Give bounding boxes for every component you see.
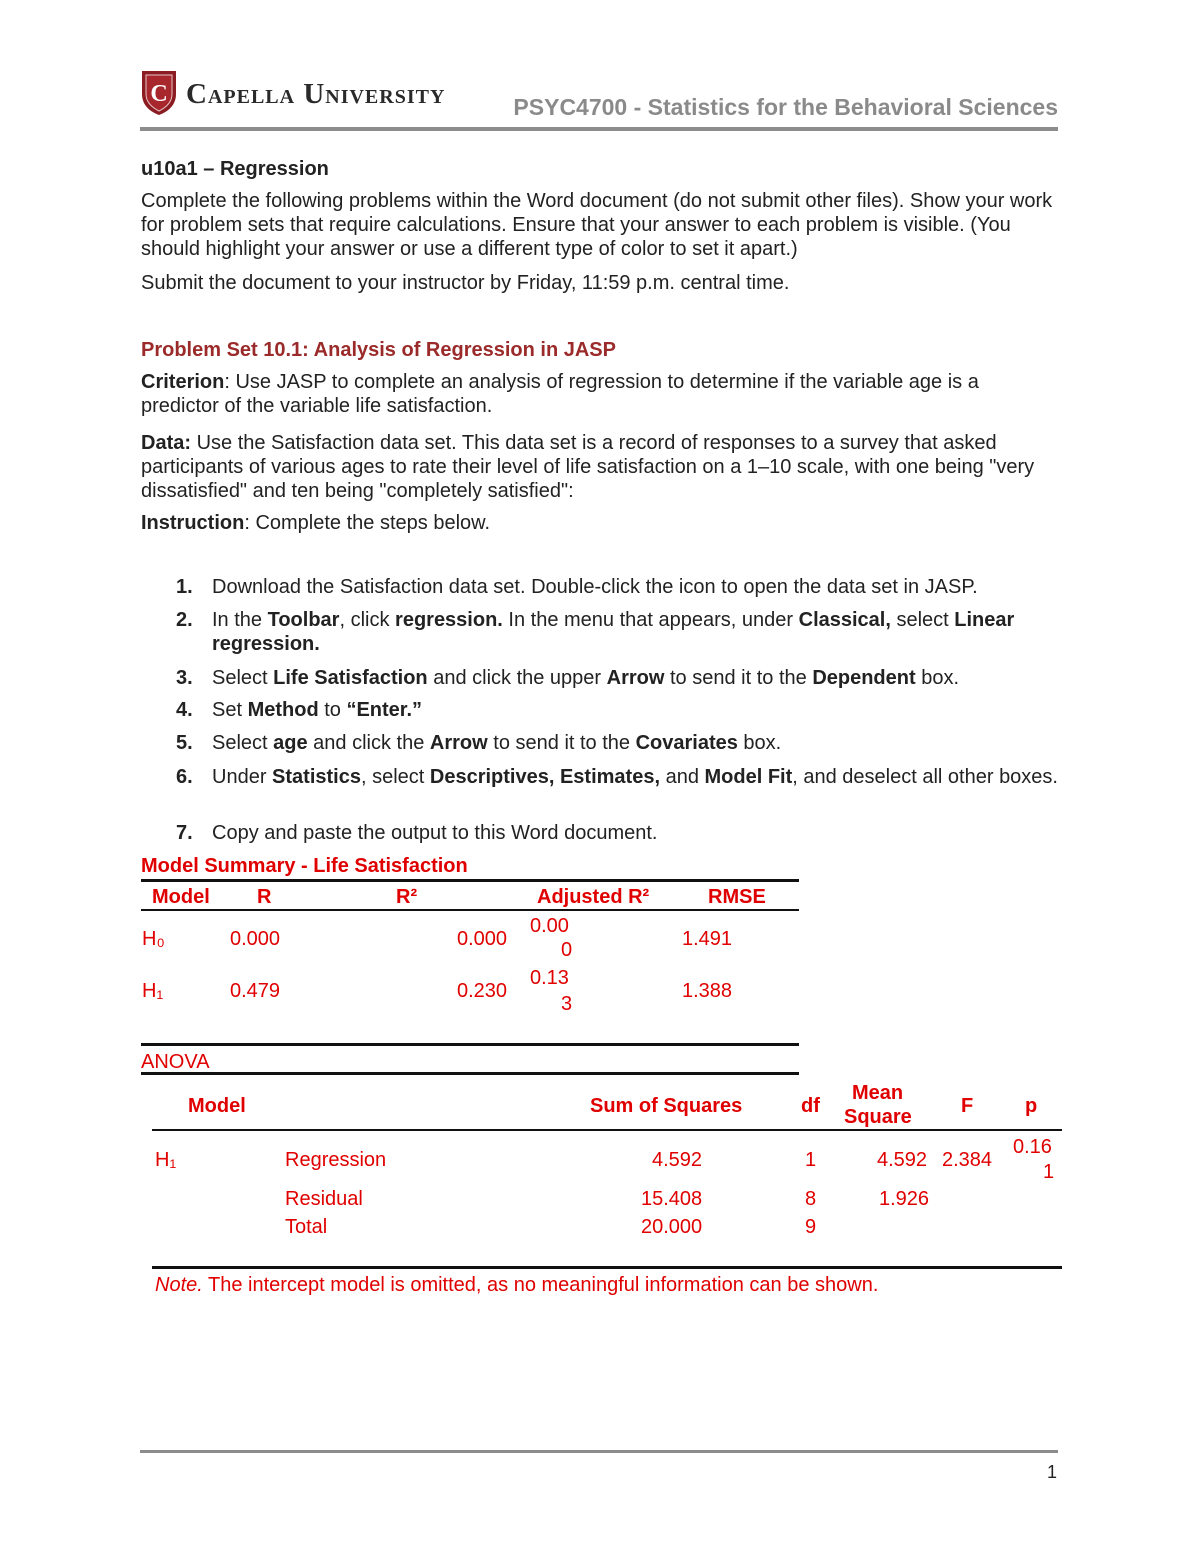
step-text xyxy=(212,608,1062,656)
step-number: 1. xyxy=(176,576,193,598)
anova-header-model: Model xyxy=(188,1095,246,1117)
ms-rmse: 1.388 xyxy=(682,980,733,1002)
ms-adj-r2: 0.00 xyxy=(530,915,569,937)
table-header-rule xyxy=(141,909,799,911)
capella-logo xyxy=(140,68,450,118)
anova-term: Total xyxy=(285,1216,328,1238)
ms-header-r2: R² xyxy=(396,886,418,908)
anova-ss: 15.408 xyxy=(641,1188,703,1210)
footer-rule xyxy=(140,1450,1058,1453)
criterion-text: : Use JASP to complete an analysis of regression to determine if the variable age is a predictor of the variable life satisfaction. xyxy=(141,371,979,417)
step-fragment: Copy and paste the output to this Word document. xyxy=(212,822,658,844)
ms-r: 0.479 xyxy=(230,980,281,1002)
crest-icon xyxy=(140,68,178,116)
problem-set-heading: Problem Set 10.1: Analysis of Regression in JASP xyxy=(141,339,616,361)
anova-ss: 20.000 xyxy=(641,1216,703,1238)
step-number: 5. xyxy=(176,732,193,754)
ms-header-adj-r2: Adjusted R² xyxy=(537,886,650,908)
step-text xyxy=(212,821,1062,845)
header-rule xyxy=(140,127,1058,131)
step-emphasis: Model Fit xyxy=(704,766,793,788)
course-title: PSYC4700 - Statistics for the Behavioral Sciences xyxy=(513,94,1058,120)
ms-adj-r2-wrap: 0 xyxy=(561,939,573,961)
assignment-intro: Complete the following problems within the Word document (do not submit other files). Show your work for problem sets that require calculations. Ensure that your answer to each problem is visible. (You should highlight your answer or use a different type of color to set it apart.) xyxy=(141,190,1053,260)
step-fragment: to send it to the xyxy=(664,667,813,689)
step-emphasis: age xyxy=(273,732,308,754)
step-text xyxy=(212,698,1062,722)
step-fragment: Select xyxy=(212,667,274,689)
criterion-paragraph xyxy=(141,370,1061,418)
step-fragment: In the menu that appears, under xyxy=(502,609,799,631)
step-number: 2. xyxy=(176,609,193,631)
step-fragment: , and deselect all other boxes. xyxy=(792,766,1058,788)
anova-header-ss: Sum of Squares xyxy=(590,1095,743,1117)
anova-title: ANOVA xyxy=(141,1051,210,1073)
step-fragment: In the xyxy=(212,609,268,631)
logo-text: Capella University xyxy=(186,78,446,110)
step-text xyxy=(212,666,1062,690)
step-emphasis: regression. xyxy=(395,609,503,631)
step-fragment: Set xyxy=(212,699,248,721)
data-text: Use the Satisfaction data set. This data set is a record of responses to a survey that asked participants of various ages to rate their level of life satisfaction on a 1–10 scale, with one being "very dissatisfied" and ten being "completely satisfied": xyxy=(141,432,1035,502)
step-fragment: to xyxy=(318,699,347,721)
step-fragment: , select xyxy=(360,766,430,788)
note-text: The intercept model is omitted, as no meaningful information can be shown. xyxy=(202,1274,879,1296)
step-text xyxy=(212,575,1062,599)
step-emphasis: “Enter.” xyxy=(346,699,423,721)
step-fragment: select xyxy=(890,609,955,631)
table-top-rule xyxy=(141,879,799,882)
data-label: Data: xyxy=(141,432,192,454)
step-emphasis: Dependent xyxy=(812,667,916,689)
step-fragment: and xyxy=(660,766,705,788)
ms-adj-r2-wrap: 3 xyxy=(561,993,573,1015)
ms-header-rmse: RMSE xyxy=(708,886,766,908)
page-number: 1 xyxy=(1046,1462,1057,1482)
instruction-text: : Complete the steps below. xyxy=(244,512,491,534)
anova-top-rule xyxy=(141,1072,799,1075)
step-emphasis: Toolbar xyxy=(267,609,340,631)
anova-header-f: F xyxy=(961,1095,974,1117)
anova-header-df: df xyxy=(801,1095,820,1117)
instruction-paragraph xyxy=(141,511,1061,535)
anova-f: 2.384 xyxy=(942,1149,993,1171)
ms-adj-r2: 0.13 xyxy=(530,967,569,989)
step-fragment: box. xyxy=(915,667,960,689)
svg-text:C: C xyxy=(150,81,168,107)
instruction-label: Instruction xyxy=(141,512,245,534)
step-fragment: to send it to the xyxy=(487,732,636,754)
table-bottom-rule xyxy=(141,1043,799,1046)
anova-bottom-rule xyxy=(152,1266,1062,1269)
anova-ms: 1.926 xyxy=(879,1188,930,1210)
anova-df: 1 xyxy=(805,1149,817,1171)
anova-p: 0.16 xyxy=(1013,1136,1052,1158)
anova-header-ms: Mean xyxy=(852,1082,904,1104)
step-number: 6. xyxy=(176,766,193,788)
anova-term: Residual xyxy=(285,1188,363,1210)
ms-header-model: Model xyxy=(152,886,210,908)
ms-r2: 0.000 xyxy=(457,928,508,950)
step-emphasis: Method xyxy=(247,699,319,721)
assignment-title: u10a1 – Regression xyxy=(141,158,329,180)
step-emphasis: Life Satisfaction xyxy=(273,667,428,689)
anova-df: 9 xyxy=(805,1216,817,1238)
step-fragment: and click the upper xyxy=(427,667,607,689)
submit-instructions: Submit the document to your instructor by Friday, 11:59 p.m. central time. xyxy=(141,272,790,294)
ms-r2: 0.230 xyxy=(457,980,508,1002)
anova-ms: 4.592 xyxy=(877,1149,928,1171)
anova-ss: 4.592 xyxy=(652,1149,703,1171)
note-label: Note. xyxy=(155,1274,203,1296)
step-number: 7. xyxy=(176,822,193,844)
anova-model: H₁ xyxy=(155,1149,177,1171)
ms-header-r: R xyxy=(257,886,272,908)
step-text xyxy=(212,731,1062,755)
model-summary-title: Model Summary - Life Satisfaction xyxy=(141,855,468,877)
ms-model: H₀ xyxy=(142,928,165,950)
anova-term: Regression xyxy=(285,1149,387,1171)
ms-r: 0.000 xyxy=(230,928,281,950)
anova-header-p: p xyxy=(1025,1095,1038,1117)
step-emphasis: Covariates xyxy=(635,732,738,754)
step-fragment: Download the Satisfaction data set. Double-click the icon to open the data set in JASP. xyxy=(212,576,978,598)
step-fragment: and click the xyxy=(307,732,430,754)
step-fragment: , click xyxy=(339,609,396,631)
step-emphasis: Arrow xyxy=(429,732,488,754)
anova-df: 8 xyxy=(805,1188,817,1210)
step-emphasis: Descriptives, Estimates, xyxy=(429,766,661,788)
ms-rmse: 1.491 xyxy=(682,928,733,950)
anova-header-rule xyxy=(152,1129,1062,1131)
step-emphasis: Linear regression. xyxy=(212,609,1015,655)
ms-model: H₁ xyxy=(142,980,164,1002)
step-fragment: Under xyxy=(212,766,273,788)
anova-note xyxy=(155,1273,878,1297)
step-number: 3. xyxy=(176,667,193,689)
step-text xyxy=(212,765,1062,789)
step-emphasis: Arrow xyxy=(606,667,665,689)
criterion-label: Criterion xyxy=(141,371,225,393)
step-number: 4. xyxy=(176,699,193,721)
step-emphasis: Statistics xyxy=(272,766,361,788)
step-fragment: Select xyxy=(212,732,274,754)
step-fragment: box. xyxy=(737,732,782,754)
anova-p-wrap: 1 xyxy=(1043,1161,1055,1183)
step-emphasis: Classical, xyxy=(798,609,891,631)
anova-header-ms-wrap: Square xyxy=(844,1106,912,1128)
data-paragraph xyxy=(141,431,1061,503)
